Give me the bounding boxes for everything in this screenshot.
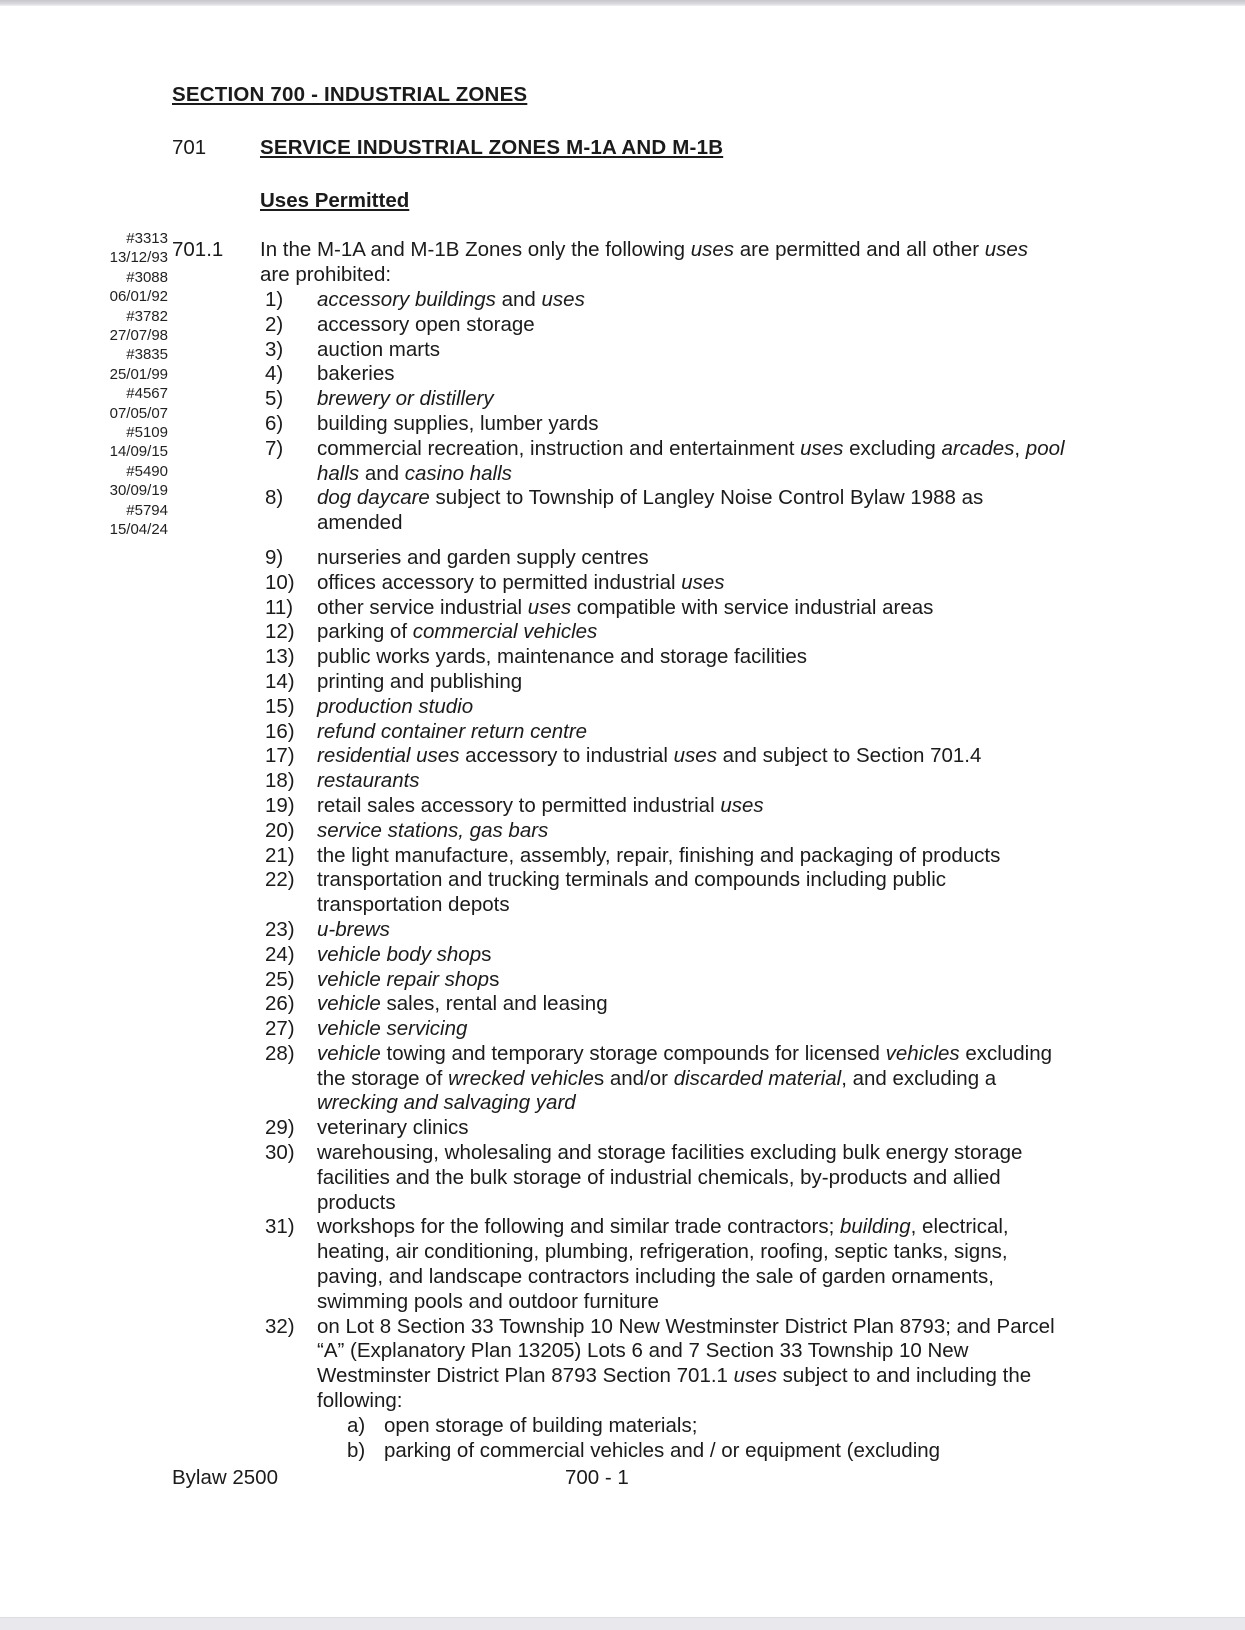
clause-701-1 [172,238,1137,1463]
item-number: 31) [265,1215,295,1239]
item-number: 11) [265,595,294,619]
list-item [260,670,1137,695]
item-number: 1) [265,287,284,311]
uses-permitted-heading: Uses Permitted [260,188,410,212]
item-text [317,819,1137,844]
item-number: 29) [265,1116,295,1140]
list-item [260,794,1137,819]
item-text [317,844,1137,869]
list-item [260,1042,1137,1116]
list-item [260,387,1137,412]
item-text [317,546,1137,571]
defined-term-italic: uses [681,570,725,594]
item-number: 22) [265,868,295,892]
item-number: 21) [265,843,295,867]
text-segment: auction marts [317,337,441,361]
amendment-ref: #5109 [126,424,168,442]
list-item [260,943,1137,968]
text-segment: excluding [843,436,942,460]
section-number: 701 [172,135,207,159]
text-segment: , [1014,436,1026,460]
item-number: 28) [265,1041,295,1065]
list-item [260,437,1137,487]
text-segment: are prohibited: [260,263,392,287]
list-item [260,695,1137,720]
item-text [317,918,1137,943]
item-text [317,968,1137,993]
defined-term-italic: uses [733,1364,777,1388]
text-segment: excluding [959,1041,1052,1065]
amendment-ref: #3835 [126,346,168,364]
item-text [317,695,1137,720]
defined-term-italic: uses [541,287,585,311]
defined-term-italic: accessory buildings [317,287,496,311]
item-number: 6) [265,411,284,435]
item-number: 10) [265,570,295,594]
item-text [317,943,1137,968]
item-number: 4) [265,362,284,386]
list-item [260,645,1137,670]
defined-term-italic: uses [984,238,1029,262]
text-segment: compatible with service industrial areas [571,595,934,619]
defined-term-italic: halls [317,461,360,485]
sub-list-item [347,1414,1137,1439]
item-text [317,868,1137,918]
text-segment: are permitted and all other [734,238,985,262]
clause-intro [260,238,1137,288]
amendment-date: 14/09/15 [109,443,168,461]
text-segment: paving, and landscape contractors including the sale of garden ornaments, [317,1265,994,1289]
defined-term-italic: residential uses [317,744,460,768]
list-item [260,1017,1137,1042]
section-heading-row [172,136,1137,161]
list-item [260,1215,1137,1314]
list-item [260,744,1137,769]
sub-item-letter: b) [347,1438,366,1462]
item-text [317,596,1137,621]
list-item [260,313,1137,338]
item-number: 20) [265,818,295,842]
item-number: 17) [265,744,295,768]
margin-notes [95,229,168,540]
item-text [317,744,1137,769]
item-number: 3) [265,337,284,361]
list-item [260,571,1137,596]
item-number: 15) [265,694,295,718]
list-item [260,362,1137,387]
list-item [260,1315,1137,1464]
text-segment: towing and temporary storage compounds for licensed [380,1041,886,1065]
text-segment: , electrical, [910,1215,1009,1239]
defined-term-italic: service stations, gas bars [317,818,549,842]
amendment-ref: #5490 [126,462,168,480]
list-item [260,968,1137,993]
list-item [260,546,1137,571]
text-segment: , and excluding a [841,1066,997,1090]
amendment-ref: #5794 [126,501,168,519]
defined-term-italic: uses [800,436,844,460]
item-text [317,387,1137,412]
list-item [260,992,1137,1017]
item-text [317,1017,1137,1042]
text-segment: transportation depots [317,893,510,917]
item-text [317,645,1137,670]
defined-term-italic: vehicle repair shop [317,967,490,991]
item-text [317,288,1137,313]
defined-term-italic: brewery or distillery [317,387,494,411]
item-number: 9) [265,545,284,569]
defined-term-italic: building [839,1215,911,1239]
item-text [317,486,1137,536]
item-number: 13) [265,645,295,669]
amendment-date: 15/04/24 [109,521,168,539]
text-segment: “A” (Explanatory Plan 13205) Lots 6 and 7 Section 33 Township 10 New [317,1339,969,1363]
defined-term-italic: arcades [941,436,1015,460]
defined-term-italic: production studio [317,694,474,718]
item-text [317,720,1137,745]
text-segment: nurseries and garden supply centres [317,545,649,569]
text-segment: subject to and including the [776,1364,1032,1388]
sub-list-item [347,1439,1137,1464]
amendment-date: 27/07/98 [109,327,168,345]
item-text [317,670,1137,695]
amendment-ref: #3782 [126,307,168,325]
text-segment: other service industrial [317,595,528,619]
defined-term-italic: u-brews [317,917,390,941]
page-content [172,83,1137,1463]
item-text [317,1042,1137,1116]
text-segment: and [495,287,542,311]
footer-bylaw-label: Bylaw 2500 [172,1466,278,1489]
text-segment: and [359,461,405,485]
section-title: SECTION 700 - INDUSTRIAL ZONES [172,83,528,106]
list-item [260,338,1137,363]
clause-number: 701.1 [172,238,224,262]
item-text [317,1315,1137,1464]
text-segment: and subject to Section 701.4 [716,744,982,768]
text-segment: s [481,942,492,966]
text-segment: the storage of [317,1066,449,1090]
text-segment: swimming pools and outdoor furniture [317,1289,659,1313]
list-item [260,412,1137,437]
amendment-ref: #3313 [126,230,168,247]
item-number: 23) [265,917,295,941]
text-segment: accessory open storage [317,312,535,336]
item-text [317,1116,1137,1141]
defined-term-italic: restaurants [317,769,420,793]
item-text [317,992,1137,1017]
item-text [317,1215,1137,1314]
amendment-date: 06/01/92 [109,288,168,306]
text-segment: Westminster District Plan 8793 Section 701.1 [317,1364,734,1388]
text-segment: on Lot 8 Section 33 Township 10 New Westminster District Plan 8793; and Parcel [317,1314,1055,1338]
defined-term-italic: vehicle servicing [317,1017,468,1041]
item-number: 12) [265,620,295,644]
amendment-ref: #3088 [126,268,168,286]
footer-page-number: 700 - 1 [565,1466,629,1489]
amendment-ref: #4567 [126,385,168,403]
list-item [260,486,1137,536]
text-segment: accessory to industrial [459,744,674,768]
defined-term-italic: discarded material [673,1066,842,1090]
text-segment: workshops for the following and similar trade contractors; [317,1215,840,1239]
text-segment: the light manufacture, assembly, repair, finishing and packaging of products [317,843,1001,867]
uses-list [260,288,1137,1463]
list-item [260,1116,1137,1141]
text-segment: s and/or [593,1066,674,1090]
text-segment: retail sales accessory to permitted industrial [317,793,721,817]
text-segment: sales, rental and leasing [380,992,608,1016]
list-item [260,844,1137,869]
item-number: 8) [265,486,284,510]
text-segment: printing and publishing [317,669,523,693]
item-text [317,769,1137,794]
text-segment: transportation and trucking terminals and compounds including public [317,868,947,892]
amendment-date: 30/09/19 [109,482,168,500]
list-item [260,720,1137,745]
sub-item-letter: a) [347,1413,366,1437]
amendment-date: 13/12/93 [109,249,168,267]
item-text [317,437,1137,487]
clause-body [260,238,1137,1463]
text-segment: s [489,967,500,991]
section-heading: SERVICE INDUSTRIAL ZONES M-1A AND M-1B [260,135,724,159]
list-item [260,620,1137,645]
list-item [260,596,1137,621]
item-number: 5) [265,387,284,411]
defined-term-italic: vehicle [317,992,381,1016]
item-number: 27) [265,1017,295,1041]
item-text [317,620,1137,645]
list-item [260,819,1137,844]
defined-term-italic: wrecked vehicle [448,1066,594,1090]
item-text [317,338,1137,363]
item-number: 25) [265,967,295,991]
defined-term-italic: wrecking and salvaging yard [317,1091,576,1115]
text-segment: In the M-1A and M-1B Zones only the following [260,238,691,262]
list-item [260,288,1137,313]
list-item [260,918,1137,943]
defined-term-italic: uses [527,595,572,619]
item-number: 19) [265,793,295,817]
defined-term-italic: uses [673,744,717,768]
amendment-date: 25/01/99 [109,365,168,383]
item-number: 16) [265,719,295,743]
page-footer [172,1466,1137,1491]
defined-term-italic: vehicle [317,1041,381,1065]
defined-term-italic: vehicles [885,1041,960,1065]
defined-term-italic: refund container return centre [317,719,588,743]
defined-term-italic: uses [720,793,764,817]
sub-item-text: open storage of building materials; [384,1413,698,1437]
amendment-date: 07/05/07 [109,404,168,422]
defined-term-italic: casino halls [404,461,512,485]
text-segment: facilities and the bulk storage of industrial chemicals, by-products and allied [317,1165,1001,1189]
sub-item-text: parking of commercial vehicles and / or equipment (excluding [384,1438,941,1462]
text-segment: offices accessory to permitted industrial [317,570,682,594]
text-segment: commercial recreation, instruction and entertainment [317,436,801,460]
item-text [317,313,1137,338]
page-bottom-edge [0,1617,1245,1630]
text-segment: public works yards, maintenance and storage facilities [317,645,807,669]
list-item [260,769,1137,794]
item-number: 24) [265,942,295,966]
text-segment: bakeries [317,362,395,386]
item-number: 7) [265,436,284,460]
text-segment: veterinary clinics [317,1116,469,1140]
text-segment: following: [317,1389,403,1413]
text-segment: subject to Township of Langley Noise Control Bylaw 1988 as [429,486,984,510]
list-item [260,1141,1137,1215]
item-text [317,412,1137,437]
text-segment: products [317,1190,396,1214]
text-segment: amended [317,511,403,535]
item-text [317,571,1137,596]
list-item [260,868,1137,918]
item-number: 30) [265,1141,295,1165]
defined-term-italic: dog daycare [317,486,430,510]
item-text [317,362,1137,387]
text-segment: warehousing, wholesaling and storage facilities excluding bulk energy storage [317,1141,1023,1165]
item-number: 26) [265,992,295,1016]
text-segment: parking of [317,620,413,644]
item-text [317,794,1137,819]
item-number: 32) [265,1314,295,1338]
text-segment: building supplies, lumber yards [317,411,599,435]
item-number: 18) [265,769,295,793]
page-top-edge [0,0,1245,6]
item-number: 2) [265,312,284,336]
item-text [317,1141,1137,1215]
defined-term-italic: uses [690,238,735,262]
text-segment: heating, air conditioning, plumbing, refrigeration, roofing, septic tanks, signs, [317,1240,1008,1264]
defined-term-italic: pool [1025,436,1065,460]
defined-term-italic: vehicle body shop [317,942,482,966]
defined-term-italic: commercial vehicles [412,620,598,644]
item-number: 14) [265,669,295,693]
